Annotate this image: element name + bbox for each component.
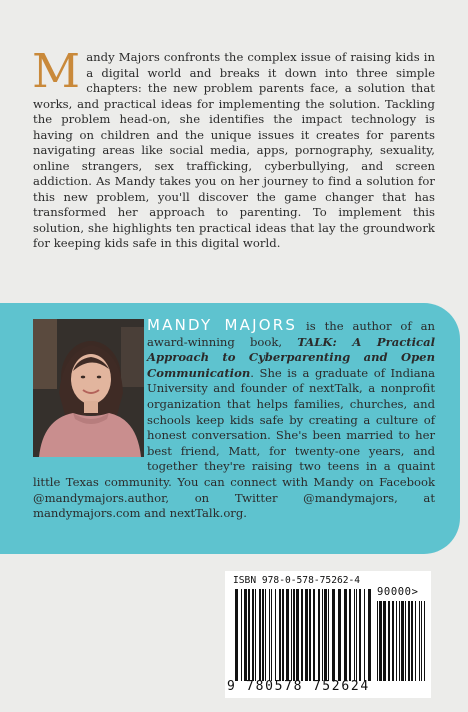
- barcode-bar: [322, 589, 323, 681]
- barcode-bar: [359, 589, 361, 681]
- barcode-bar: [383, 601, 386, 681]
- barcode-bar: [244, 589, 247, 681]
- barcode-bar: [396, 601, 397, 681]
- barcode-bar: [235, 589, 238, 681]
- barcode-bar: [344, 589, 347, 681]
- barcode-bar: [255, 589, 256, 681]
- barcode-bar: [399, 601, 400, 681]
- barcode-bar: [262, 589, 264, 681]
- barcode-bar: [364, 589, 365, 681]
- barcode-bar: [421, 601, 422, 681]
- barcode-bar: [271, 589, 272, 681]
- barcode-bar: [282, 589, 284, 681]
- author-bio-text: [33, 318, 435, 522]
- barcode-bar: [379, 601, 382, 681]
- barcode-bar: [259, 589, 261, 681]
- barcode-bar: [296, 589, 299, 681]
- barcode-bar: [324, 589, 327, 681]
- barcode-bar: [377, 601, 378, 681]
- barcode-bar: [269, 589, 270, 681]
- barcode-bar: [265, 589, 266, 681]
- bio-text-intro: is the author of an award-winning book,: [147, 319, 435, 349]
- barcode-bar: [279, 589, 281, 681]
- description-text: andy Majors confronts the complex issue of raising kids in a digital world and breaks it down into three simple chapters: the new problem parents face, a solution that works, and practical ideas for implementing the solution. Tackling the problem head-on, she identifies the impact technology is having on children and the unique issues it creates for parents navigating areas like social media, apps, pornography, sexuality, online strangers, sex trafficking, cyberbullying, and screen addiction. As Mandy takes you on her journey to find a solution for this new problem, you'll discover the game changer that has transformed her approach to parenting. To implement this solution, she highlights ten practical ideas that lay the groundwork for keeping kids safe in this digital world.: [33, 50, 435, 250]
- barcode-bar: [286, 589, 289, 681]
- barcode-bar: [309, 589, 311, 681]
- barcode-bar: [349, 589, 351, 681]
- barcode-bar: [424, 601, 425, 681]
- barcode-bar: [318, 589, 320, 681]
- barcode-bar: [241, 589, 242, 681]
- barcode-bar: [313, 589, 315, 681]
- barcode-bar: [411, 601, 413, 681]
- isbn-barcode: [225, 571, 431, 698]
- barcode-bar: [419, 601, 420, 681]
- ean-digits: 9 780578 752624: [227, 679, 370, 694]
- barcode-bar: [338, 589, 341, 681]
- barcode-bar: [332, 589, 335, 681]
- addon-number: 90000>: [377, 586, 419, 598]
- book-title: TALK: A Practical Approach to Cyberparenting and Open Communication: [147, 334, 435, 380]
- ean13-bars: [235, 589, 371, 681]
- barcode-bar: [301, 589, 303, 681]
- barcode-bar: [388, 601, 390, 681]
- photo-spacer: [33, 318, 147, 462]
- isbn-label: ISBN 978-0-578-75262-4: [233, 575, 361, 586]
- barcode-bar: [401, 601, 404, 681]
- barcode-bar: [392, 601, 394, 681]
- barcode-bar: [305, 589, 308, 681]
- barcode-bar: [408, 601, 410, 681]
- barcode-bar: [356, 589, 357, 681]
- back-cover-description: [32, 44, 435, 252]
- barcode-bar: [354, 589, 355, 681]
- barcode-bar: [275, 589, 276, 681]
- drop-cap-letter: M: [32, 44, 81, 99]
- barcode-bar: [415, 601, 416, 681]
- barcode-bar: [291, 589, 292, 681]
- bio-text-body: . She is a graduate of Indiana University and founder of nextTalk, a nonprofit organization that helps families, churches, and schools keep kids safe by creating a culture of honest conversation. She's been married to her best friend, Matt, for twenty-one years, and together they're raising two teens in a quaint little Texas community. You can connect with Mandy on Facebook @mandymajors.author, on Twitter @mandymajors, at mandymajors.com and nextTalk.org.: [33, 365, 435, 521]
- barcode-bar: [368, 589, 371, 681]
- addon-bars: [377, 601, 425, 681]
- barcode-bar: [293, 589, 295, 681]
- author-name: MANDY MAJORS: [147, 316, 298, 334]
- barcode-bar: [405, 601, 406, 681]
- barcode-bar: [252, 589, 254, 681]
- barcode-bar: [248, 589, 250, 681]
- barcode-bar: [328, 589, 329, 681]
